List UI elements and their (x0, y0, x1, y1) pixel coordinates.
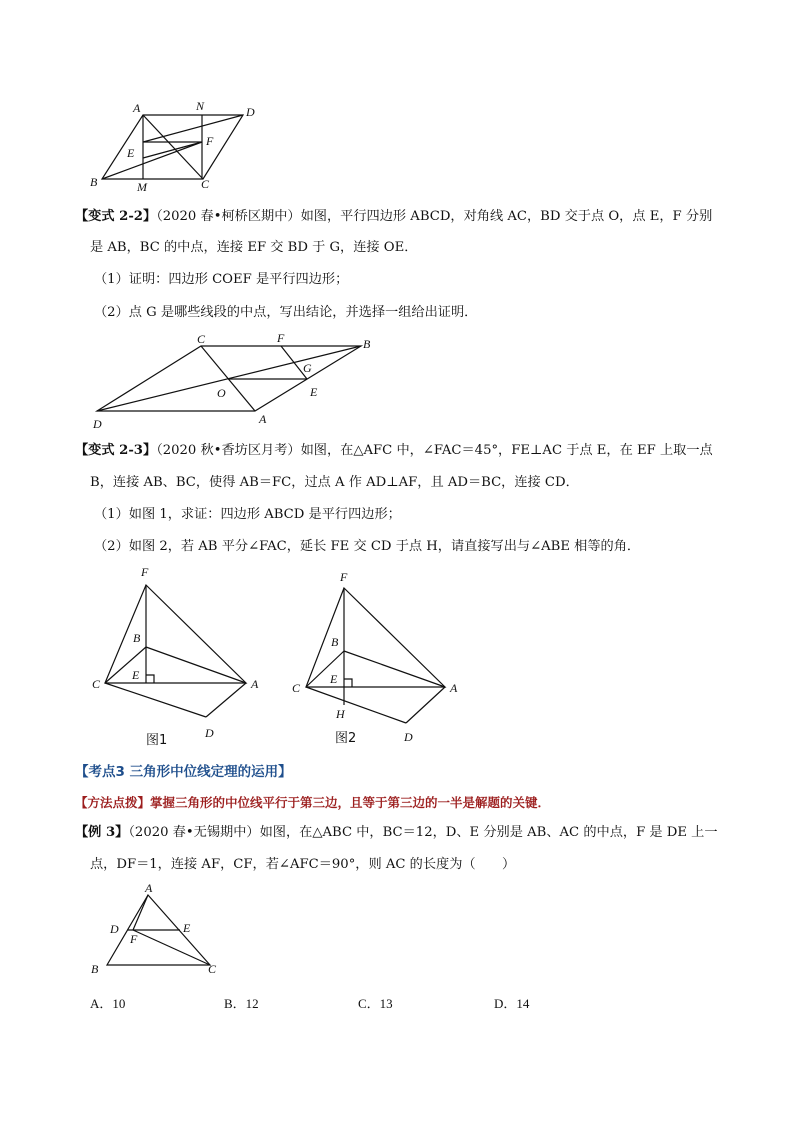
label-c: C (92, 677, 101, 691)
label-n: N (196, 99, 205, 113)
segment-fc (133, 930, 210, 965)
option-b[interactable]: B．12 (224, 996, 259, 1011)
segment-cd (306, 687, 406, 723)
label-g: G (303, 361, 312, 375)
section-3-title: 【考点3 三角形中位线定理的运用】 (75, 764, 292, 780)
label-f: F (340, 570, 348, 584)
triangle-afc (105, 585, 246, 683)
segment-af (133, 895, 148, 930)
variant-2-3-q2: （2）如图 2，若 AB 平分∠FAC，延长 FE 交 CD 于点 H，请直接写出与∠ABE 相等的角． (94, 539, 641, 554)
label-h: H (336, 707, 345, 721)
label-c: C (208, 962, 217, 976)
figure-2-caption: 图2 (335, 731, 357, 746)
right-angle-mark (344, 679, 352, 687)
figure-2 (288, 565, 468, 750)
label-d: D (93, 417, 102, 431)
label-b: B (331, 635, 339, 649)
label-b: B (133, 631, 141, 645)
example-3-tag: 【例 3】 (75, 825, 129, 840)
label-d: D (205, 726, 214, 740)
variant-2-2-q2: （2）点 G 是哪些线段的中点，写出结论，并选择一组给出证明． (94, 305, 478, 320)
label-a: A (133, 101, 141, 115)
segment-bd (102, 142, 202, 179)
segment-ab (146, 647, 246, 683)
variant-2-2-text-1: （2020 春•柯桥区期中）如图，平行四边形 ABCD，对角线 AC，BD 交于点 O，点 E，F 分别 (156, 209, 713, 224)
label-f: F (277, 331, 285, 345)
label-e: E (330, 672, 338, 686)
label-e: E (310, 385, 318, 399)
label-a: A (145, 881, 153, 895)
figure-example-3 (85, 880, 235, 980)
label-m: M (137, 180, 147, 194)
variant-2-3-line-1 (75, 441, 713, 461)
option-a[interactable]: A．10 (90, 996, 126, 1011)
variant-2-3-line-2: B，连接 AB、BC，使得 AB＝FC，过点 A 作 AD⊥AF，且 AD＝BC，连接 CD． (90, 475, 579, 490)
label-a: A (251, 677, 259, 691)
label-f: F (206, 134, 214, 148)
label-d: D (404, 730, 413, 744)
segment-ad (406, 687, 445, 723)
label-c: C (201, 177, 210, 191)
figure-1-caption: 图1 (146, 733, 168, 748)
figure-variant-2-2 (85, 330, 385, 435)
triangle-afc (306, 588, 445, 687)
variant-2-2-q1: （1）证明：四边形 COEF 是平行四边形； (94, 272, 349, 287)
option-c[interactable]: C．13 (358, 996, 393, 1011)
figure-1 (88, 560, 268, 745)
segment-cd (105, 683, 206, 717)
example-3-text-1: （2020 春•无锡期中）如图，在△ABC 中，BC＝12，D、E 分别是 AB、AC 的中点，F 是 DE 上一 (128, 825, 718, 840)
variant-2-2-line-2: 是 AB，BC 的中点，连接 EF 交 BD 于 G，连接 OE． (90, 240, 418, 255)
right-angle-mark (146, 675, 154, 683)
variant-2-3-q1: （1）如图 1，求证：四边形 ABCD 是平行四边形； (94, 507, 401, 522)
example-3-line-2: 点，DF＝1，连接 AF，CF，若∠AFC＝90°，则 AC 的长度为（ ） (90, 857, 516, 872)
label-b: B (363, 337, 371, 351)
label-d: D (110, 922, 119, 936)
segment-ab (344, 651, 445, 687)
label-d: D (246, 105, 255, 119)
variant-2-3-tag: 【变式 2-3】 (75, 443, 157, 458)
label-a: A (450, 681, 458, 695)
segment-ef (143, 142, 202, 158)
segment-bc (306, 651, 344, 687)
label-f: F (141, 565, 149, 579)
method-tip: 【方法点拨】掌握三角形的中位线平行于第三边，且等于第三边的一半是解题的关键． (75, 795, 551, 810)
option-d[interactable]: D．14 (494, 996, 530, 1011)
label-e: E (132, 668, 140, 682)
label-a: A (259, 412, 267, 426)
segment-bc (105, 647, 146, 683)
label-b: B (90, 175, 98, 189)
label-o: O (217, 386, 226, 400)
segment-ac (143, 115, 203, 179)
label-e: E (183, 921, 191, 935)
label-c: C (292, 681, 301, 695)
variant-2-3-text-1: （2020 秋•香坊区月考）如图，在△AFC 中，∠FAC＝45°，FE⊥AC 于点 E，在 EF 上取一点 (156, 443, 713, 458)
figure-parallelogram-top (80, 95, 270, 200)
example-3-line-1 (75, 823, 718, 843)
segment-ad (206, 683, 246, 717)
variant-2-2-tag: 【变式 2-2】 (75, 209, 157, 224)
label-c: C (197, 332, 206, 346)
label-e: E (127, 146, 135, 160)
variant-2-2-line-1 (75, 207, 712, 227)
label-b: B (91, 962, 99, 976)
label-f: F (130, 932, 138, 946)
